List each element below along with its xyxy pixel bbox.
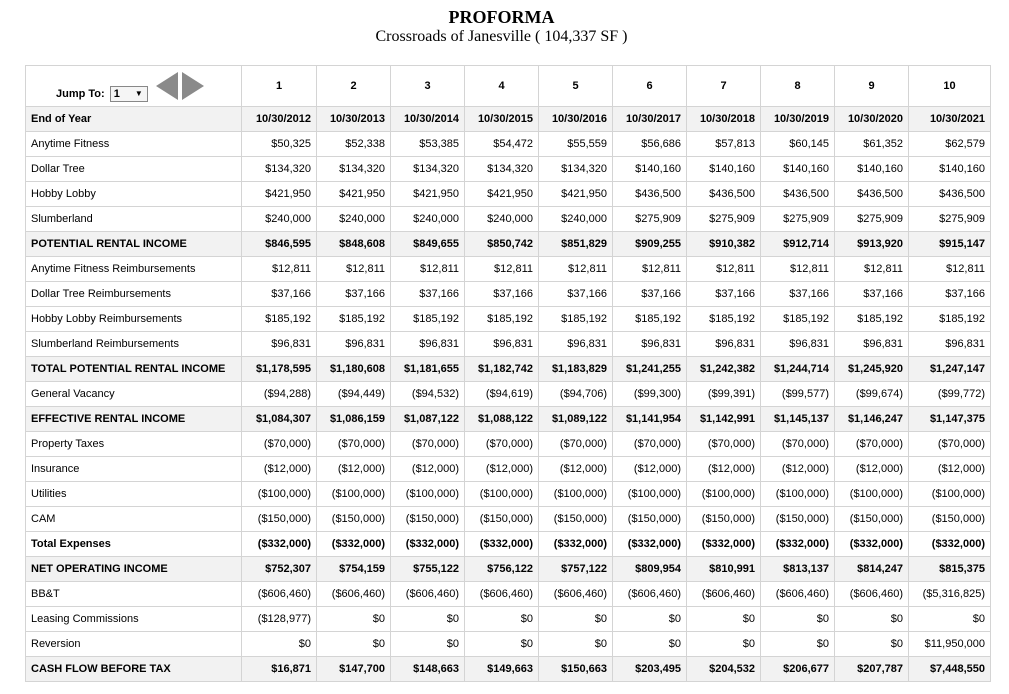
value-cell: ($99,300) [613, 382, 687, 407]
value-cell: ($606,460) [613, 582, 687, 607]
value-cell: $756,122 [465, 557, 539, 582]
row-label: EFFECTIVE RENTAL INCOME [26, 407, 242, 432]
row-label: Hobby Lobby [26, 182, 242, 207]
value-cell: $134,320 [465, 157, 539, 182]
value-cell: $0 [391, 632, 465, 657]
value-cell: $0 [761, 632, 835, 657]
jump-to-label: Jump To: [56, 88, 105, 100]
value-cell: $755,122 [391, 557, 465, 582]
table-row [26, 532, 991, 557]
value-cell: ($12,000) [465, 457, 539, 482]
value-cell: $37,166 [391, 282, 465, 307]
value-cell: ($606,460) [242, 582, 317, 607]
value-cell: ($332,000) [909, 532, 991, 557]
value-cell: $436,500 [909, 182, 991, 207]
value-cell: $1,183,829 [539, 357, 613, 382]
value-cell: $0 [465, 607, 539, 632]
year-header: 4 [465, 66, 539, 107]
property-subtitle: Crossroads of Janesville ( 104,337 SF ) [375, 28, 628, 45]
value-cell: ($12,000) [835, 457, 909, 482]
value-cell: ($12,000) [539, 457, 613, 482]
table-row [26, 107, 991, 132]
row-label: Hobby Lobby Reimbursements [26, 307, 242, 332]
value-cell: ($70,000) [242, 432, 317, 457]
value-cell: $12,811 [909, 257, 991, 282]
value-cell: $275,909 [687, 207, 761, 232]
value-cell: $910,382 [687, 232, 761, 257]
value-cell: ($606,460) [687, 582, 761, 607]
value-cell: $1,245,920 [835, 357, 909, 382]
row-label: Slumberland Reimbursements [26, 332, 242, 357]
row-label: Insurance [26, 457, 242, 482]
value-cell: $0 [465, 632, 539, 657]
value-cell: $37,166 [317, 282, 391, 307]
value-cell: ($150,000) [465, 507, 539, 532]
value-cell: ($70,000) [539, 432, 613, 457]
value-cell: $912,714 [761, 232, 835, 257]
value-cell: $1,182,742 [465, 357, 539, 382]
value-cell: $815,375 [909, 557, 991, 582]
table-row [26, 132, 991, 157]
value-cell: $11,950,000 [909, 632, 991, 657]
value-cell: 10/30/2020 [835, 107, 909, 132]
value-cell: $757,122 [539, 557, 613, 582]
value-cell: ($332,000) [391, 532, 465, 557]
value-cell: $275,909 [835, 207, 909, 232]
value-cell: $275,909 [761, 207, 835, 232]
value-cell: ($150,000) [391, 507, 465, 532]
value-cell: $96,831 [465, 332, 539, 357]
year-header: 2 [317, 66, 391, 107]
value-cell: ($100,000) [613, 482, 687, 507]
value-cell: $37,166 [909, 282, 991, 307]
value-cell: $0 [687, 607, 761, 632]
row-label: Total Expenses [26, 532, 242, 557]
value-cell: $436,500 [687, 182, 761, 207]
value-cell: $96,831 [317, 332, 391, 357]
value-cell: $0 [613, 632, 687, 657]
value-cell: $37,166 [835, 282, 909, 307]
value-cell: $62,579 [909, 132, 991, 157]
proforma-body [26, 107, 991, 682]
value-cell: $185,192 [465, 307, 539, 332]
row-label: Anytime Fitness Reimbursements [26, 257, 242, 282]
value-cell: $203,495 [613, 657, 687, 682]
value-cell: $1,180,608 [317, 357, 391, 382]
value-cell: $134,320 [242, 157, 317, 182]
value-cell: ($12,000) [317, 457, 391, 482]
value-cell: ($606,460) [317, 582, 391, 607]
value-cell: $12,811 [613, 257, 687, 282]
value-cell: $240,000 [317, 207, 391, 232]
value-cell: $56,686 [613, 132, 687, 157]
value-cell: $148,663 [391, 657, 465, 682]
value-cell: ($100,000) [761, 482, 835, 507]
value-cell: $1,146,247 [835, 407, 909, 432]
triangle-right-icon[interactable] [182, 72, 204, 100]
value-cell: $1,244,714 [761, 357, 835, 382]
value-cell: ($100,000) [465, 482, 539, 507]
value-cell: ($100,000) [317, 482, 391, 507]
value-cell: $0 [539, 632, 613, 657]
table-row [26, 457, 991, 482]
value-cell: ($12,000) [687, 457, 761, 482]
value-cell: $134,320 [539, 157, 613, 182]
value-cell: $12,811 [465, 257, 539, 282]
year-header: 6 [613, 66, 687, 107]
value-cell: $55,559 [539, 132, 613, 157]
table-row [26, 307, 991, 332]
value-cell: ($606,460) [465, 582, 539, 607]
table-row [26, 482, 991, 507]
value-cell: $1,086,159 [317, 407, 391, 432]
value-cell: $0 [242, 632, 317, 657]
value-cell: ($332,000) [687, 532, 761, 557]
value-cell: $814,247 [835, 557, 909, 582]
value-cell: $37,166 [465, 282, 539, 307]
value-cell: $185,192 [242, 307, 317, 332]
table-row [26, 507, 991, 532]
value-cell: $60,145 [761, 132, 835, 157]
table-row [26, 182, 991, 207]
value-cell: ($70,000) [613, 432, 687, 457]
value-cell: $96,831 [613, 332, 687, 357]
year-header-row [26, 66, 991, 107]
value-cell: ($606,460) [391, 582, 465, 607]
jump-to-cell [26, 66, 242, 107]
row-label: Reversion [26, 632, 242, 657]
value-cell: $185,192 [539, 307, 613, 332]
value-cell: $0 [835, 632, 909, 657]
value-cell: 10/30/2021 [909, 107, 991, 132]
value-cell: $1,247,147 [909, 357, 991, 382]
value-cell: $275,909 [909, 207, 991, 232]
value-cell: $7,448,550 [909, 657, 991, 682]
year-header: 5 [539, 66, 613, 107]
value-cell: 10/30/2016 [539, 107, 613, 132]
row-label: CAM [26, 507, 242, 532]
value-cell: $0 [317, 632, 391, 657]
value-cell: $1,181,655 [391, 357, 465, 382]
value-cell: $140,160 [613, 157, 687, 182]
value-cell: ($94,449) [317, 382, 391, 407]
value-cell: $185,192 [835, 307, 909, 332]
value-cell: $185,192 [909, 307, 991, 332]
value-cell: $1,178,595 [242, 357, 317, 382]
value-cell: $850,742 [465, 232, 539, 257]
value-cell: $37,166 [687, 282, 761, 307]
row-label: Slumberland [26, 207, 242, 232]
row-label: End of Year [26, 107, 242, 132]
value-cell: $185,192 [687, 307, 761, 332]
year-header: 7 [687, 66, 761, 107]
value-cell: ($100,000) [909, 482, 991, 507]
row-label: General Vacancy [26, 382, 242, 407]
row-label: Dollar Tree [26, 157, 242, 182]
proforma-table [25, 65, 991, 682]
value-cell: $240,000 [465, 207, 539, 232]
value-cell: 10/30/2018 [687, 107, 761, 132]
value-cell: ($94,706) [539, 382, 613, 407]
value-cell: ($606,460) [539, 582, 613, 607]
value-cell: ($94,288) [242, 382, 317, 407]
value-cell: ($12,000) [242, 457, 317, 482]
value-cell: $846,595 [242, 232, 317, 257]
value-cell: $0 [613, 607, 687, 632]
value-cell: ($100,000) [539, 482, 613, 507]
value-cell: ($332,000) [539, 532, 613, 557]
value-cell: $421,950 [242, 182, 317, 207]
value-cell: $185,192 [761, 307, 835, 332]
value-cell: $96,831 [391, 332, 465, 357]
value-cell: ($70,000) [687, 432, 761, 457]
value-cell: $147,700 [317, 657, 391, 682]
value-cell: $436,500 [761, 182, 835, 207]
value-cell: ($99,577) [761, 382, 835, 407]
value-cell: ($150,000) [835, 507, 909, 532]
row-label: Property Taxes [26, 432, 242, 457]
value-cell: ($100,000) [242, 482, 317, 507]
value-cell: $149,663 [465, 657, 539, 682]
value-cell: $0 [835, 607, 909, 632]
value-cell: ($70,000) [835, 432, 909, 457]
value-cell: $96,831 [909, 332, 991, 357]
value-cell: $96,831 [761, 332, 835, 357]
value-cell: ($150,000) [687, 507, 761, 532]
value-cell: ($70,000) [909, 432, 991, 457]
value-cell: ($332,000) [613, 532, 687, 557]
value-cell: $909,255 [613, 232, 687, 257]
value-cell: ($128,977) [242, 607, 317, 632]
value-cell: ($94,532) [391, 382, 465, 407]
value-cell: $53,385 [391, 132, 465, 157]
value-cell: $1,084,307 [242, 407, 317, 432]
value-cell: $421,950 [317, 182, 391, 207]
value-cell: $1,089,122 [539, 407, 613, 432]
value-cell: $96,831 [835, 332, 909, 357]
value-cell: $12,811 [391, 257, 465, 282]
value-cell: $185,192 [317, 307, 391, 332]
page-title: PROFORMA [448, 7, 555, 27]
value-cell: $134,320 [317, 157, 391, 182]
value-cell: ($332,000) [317, 532, 391, 557]
value-cell: ($150,000) [539, 507, 613, 532]
year-header: 3 [391, 66, 465, 107]
value-cell: $240,000 [539, 207, 613, 232]
value-cell: ($150,000) [613, 507, 687, 532]
value-cell: $207,787 [835, 657, 909, 682]
value-cell: ($332,000) [761, 532, 835, 557]
value-cell: $1,241,255 [613, 357, 687, 382]
value-cell: $12,811 [242, 257, 317, 282]
value-cell: $12,811 [317, 257, 391, 282]
value-cell: 10/30/2015 [465, 107, 539, 132]
value-cell: $1,087,122 [391, 407, 465, 432]
row-label: Utilities [26, 482, 242, 507]
value-cell: $752,307 [242, 557, 317, 582]
value-cell: $275,909 [613, 207, 687, 232]
row-label: BB&T [26, 582, 242, 607]
value-cell: $0 [761, 607, 835, 632]
value-cell: 10/30/2012 [242, 107, 317, 132]
chevron-down-icon: ▼ [134, 89, 143, 98]
year-header: 9 [835, 66, 909, 107]
value-cell: $96,831 [242, 332, 317, 357]
value-cell: $1,147,375 [909, 407, 991, 432]
value-cell: ($150,000) [317, 507, 391, 532]
value-cell: $57,813 [687, 132, 761, 157]
value-cell: $96,831 [539, 332, 613, 357]
value-cell: ($70,000) [761, 432, 835, 457]
table-row [26, 282, 991, 307]
table-row [26, 232, 991, 257]
value-cell: ($12,000) [761, 457, 835, 482]
value-cell: ($150,000) [909, 507, 991, 532]
table-row [26, 382, 991, 407]
year-header: 8 [761, 66, 835, 107]
value-cell: $54,472 [465, 132, 539, 157]
value-cell: $140,160 [761, 157, 835, 182]
value-cell: $37,166 [613, 282, 687, 307]
triangle-left-icon[interactable] [156, 72, 178, 100]
value-cell: $851,829 [539, 232, 613, 257]
value-cell: $915,147 [909, 232, 991, 257]
year-navigation [156, 72, 216, 102]
table-row [26, 332, 991, 357]
table-row [26, 632, 991, 657]
row-label: Anytime Fitness [26, 132, 242, 157]
value-cell: ($332,000) [835, 532, 909, 557]
value-cell: $813,137 [761, 557, 835, 582]
table-row [26, 157, 991, 182]
value-cell: ($100,000) [687, 482, 761, 507]
value-cell: $16,871 [242, 657, 317, 682]
jump-to-select[interactable] [110, 86, 148, 102]
value-cell: $140,160 [909, 157, 991, 182]
jump-to-selected-value: 1 [113, 88, 120, 100]
table-row [26, 207, 991, 232]
value-cell: ($70,000) [391, 432, 465, 457]
value-cell: $185,192 [613, 307, 687, 332]
value-cell: $0 [317, 607, 391, 632]
value-cell: ($70,000) [465, 432, 539, 457]
value-cell: $0 [539, 607, 613, 632]
value-cell: $421,950 [539, 182, 613, 207]
value-cell: $240,000 [242, 207, 317, 232]
value-cell: ($94,619) [465, 382, 539, 407]
value-cell: $1,141,954 [613, 407, 687, 432]
year-header: 1 [242, 66, 317, 107]
value-cell: $754,159 [317, 557, 391, 582]
value-cell: $96,831 [687, 332, 761, 357]
value-cell: $421,950 [465, 182, 539, 207]
row-label: TOTAL POTENTIAL RENTAL INCOME [26, 357, 242, 382]
row-label: Dollar Tree Reimbursements [26, 282, 242, 307]
value-cell: ($70,000) [317, 432, 391, 457]
value-cell: $50,325 [242, 132, 317, 157]
value-cell: $436,500 [835, 182, 909, 207]
value-cell: $809,954 [613, 557, 687, 582]
value-cell: $913,920 [835, 232, 909, 257]
row-label: CASH FLOW BEFORE TAX [26, 657, 242, 682]
value-cell: ($5,316,825) [909, 582, 991, 607]
value-cell: $848,608 [317, 232, 391, 257]
value-cell: $52,338 [317, 132, 391, 157]
value-cell: $37,166 [539, 282, 613, 307]
value-cell: ($99,391) [687, 382, 761, 407]
value-cell: ($150,000) [242, 507, 317, 532]
value-cell: $810,991 [687, 557, 761, 582]
value-cell: $1,088,122 [465, 407, 539, 432]
year-header: 10 [909, 66, 991, 107]
value-cell: $849,655 [391, 232, 465, 257]
value-cell: ($12,000) [909, 457, 991, 482]
value-cell: $37,166 [761, 282, 835, 307]
value-cell: 10/30/2017 [613, 107, 687, 132]
value-cell: ($332,000) [465, 532, 539, 557]
value-cell: $140,160 [687, 157, 761, 182]
value-cell: ($100,000) [391, 482, 465, 507]
value-cell: $12,811 [835, 257, 909, 282]
value-cell: 10/30/2014 [391, 107, 465, 132]
row-label: POTENTIAL RENTAL INCOME [26, 232, 242, 257]
value-cell: ($100,000) [835, 482, 909, 507]
value-cell: $204,532 [687, 657, 761, 682]
value-cell: $436,500 [613, 182, 687, 207]
value-cell: ($99,674) [835, 382, 909, 407]
row-label: Leasing Commissions [26, 607, 242, 632]
value-cell: ($332,000) [242, 532, 317, 557]
table-row [26, 607, 991, 632]
value-cell: $150,663 [539, 657, 613, 682]
table-row [26, 557, 991, 582]
value-cell: $1,145,137 [761, 407, 835, 432]
value-cell: $421,950 [391, 182, 465, 207]
value-cell: $12,811 [539, 257, 613, 282]
value-cell: ($99,772) [909, 382, 991, 407]
value-cell: ($12,000) [391, 457, 465, 482]
value-cell: $12,811 [687, 257, 761, 282]
value-cell: $0 [687, 632, 761, 657]
value-cell: $206,677 [761, 657, 835, 682]
table-row [26, 257, 991, 282]
value-cell: $0 [909, 607, 991, 632]
value-cell: ($606,460) [761, 582, 835, 607]
table-row [26, 407, 991, 432]
value-cell: ($606,460) [835, 582, 909, 607]
value-cell: $1,142,991 [687, 407, 761, 432]
value-cell: $140,160 [835, 157, 909, 182]
value-cell: ($150,000) [761, 507, 835, 532]
table-row [26, 657, 991, 682]
value-cell: $1,242,382 [687, 357, 761, 382]
value-cell: $134,320 [391, 157, 465, 182]
value-cell: $37,166 [242, 282, 317, 307]
value-cell: $0 [391, 607, 465, 632]
value-cell: 10/30/2013 [317, 107, 391, 132]
table-row [26, 432, 991, 457]
value-cell: $240,000 [391, 207, 465, 232]
value-cell: $12,811 [761, 257, 835, 282]
table-row [26, 357, 991, 382]
value-cell: 10/30/2019 [761, 107, 835, 132]
value-cell: ($12,000) [613, 457, 687, 482]
table-row [26, 582, 991, 607]
value-cell: $185,192 [391, 307, 465, 332]
value-cell: $61,352 [835, 132, 909, 157]
row-label: NET OPERATING INCOME [26, 557, 242, 582]
